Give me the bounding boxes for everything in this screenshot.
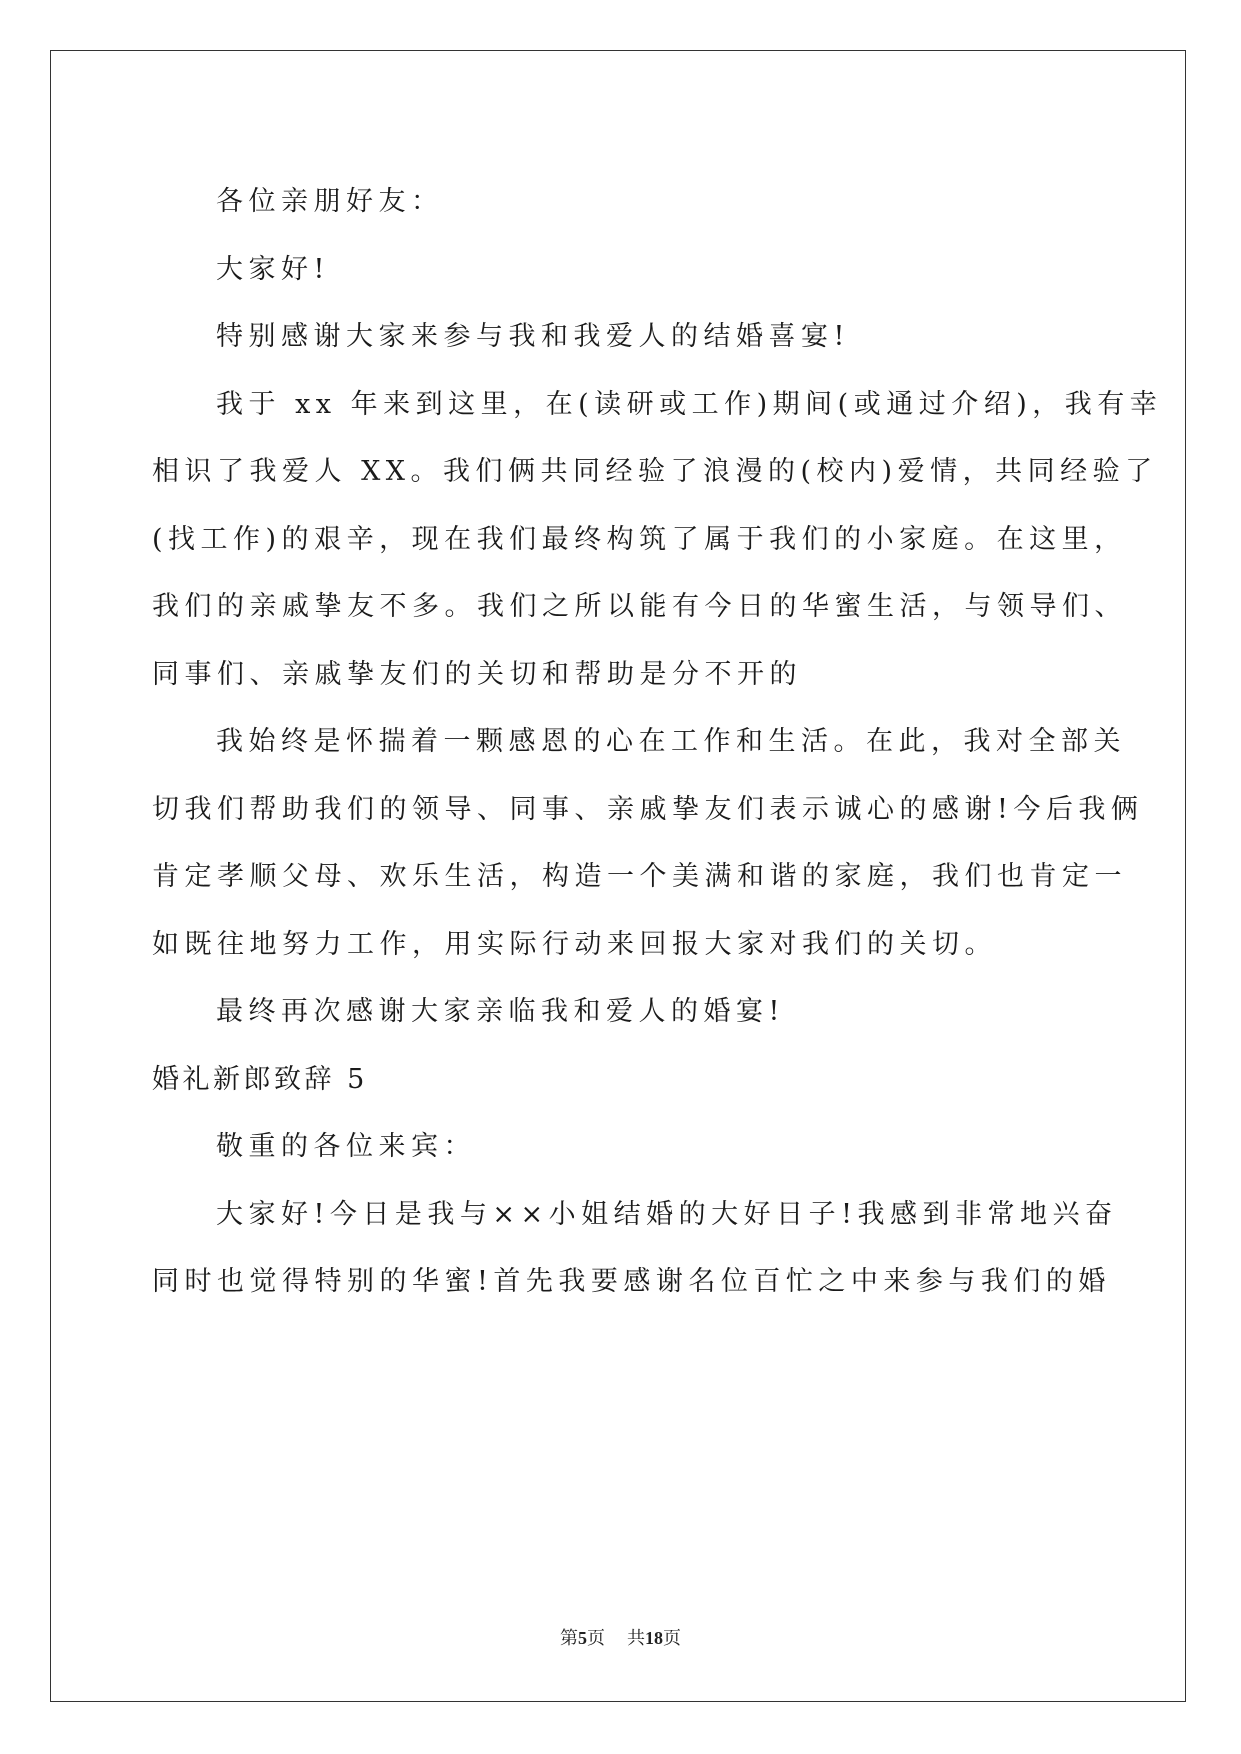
paragraph-line: 同事们、亲戚挚友们的关切和帮助是分不开的 [152,658,802,690]
salutation-line: 敬重的各位来宾： [216,1131,476,1162]
document-body [152,168,1163,1316]
paragraph-line: 切我们帮助我们的领导、同事、亲戚挚友们表示诚心的感谢!今后我俩 [152,793,1144,825]
page-footer [0,1624,1241,1650]
paragraph-line: 我始终是怀揣着一颗感恩的心在工作和生活。在此，我对全部关 [216,726,1126,757]
total-suffix: 页 [663,1628,681,1649]
page-total-number: 18 [645,1628,663,1648]
paragraph-line: 相识了我爱人 XX。我们俩共同经验了浪漫的(校内)爱情，共同经验了 [152,456,1158,487]
page-current-number: 5 [578,1628,587,1648]
paragraph-line: 我们的亲戚挚友不多。我们之所以能有今日的华蜜生活，与领导们、 [152,591,1127,622]
paragraph-line: 同时也觉得特别的华蜜!首先我要感谢名位百忙之中来参与我们的婚 [152,1266,1111,1297]
hello-line: 大家好! [216,253,330,285]
paragraph-line: 肯定孝顺父母、欢乐生活，构造一个美满和谐的家庭，我们也肯定一 [152,861,1127,892]
paragraph-line: (找工作)的艰辛，现在我们最终构筑了属于我们的小家庭。在这里， [152,523,1127,555]
closing-thanks-line: 最终再次感谢大家亲临我和爱人的婚宴! [216,996,785,1027]
paragraph-line: 如既往地努力工作，用实际行动来回报大家对我们的关切。 [152,928,997,960]
paragraph-line: 我于 xx 年来到这里，在(读研或工作)期间(或通过介绍)，我有幸 [216,388,1163,420]
page-suffix: 页 [587,1628,605,1649]
thanks-line: 特别感谢大家来参与我和我爱人的结婚喜宴! [216,321,850,352]
section-heading: 婚礼新郎致辞 5 [152,1063,368,1095]
greeting-line: 各位亲朋好友： [216,186,444,217]
total-prefix: 共 [627,1628,645,1649]
paragraph-line: 大家好!今日是我与××小姐结婚的大好日子!我感到非常地兴奋 [216,1198,1118,1230]
page-prefix: 第 [560,1628,578,1649]
